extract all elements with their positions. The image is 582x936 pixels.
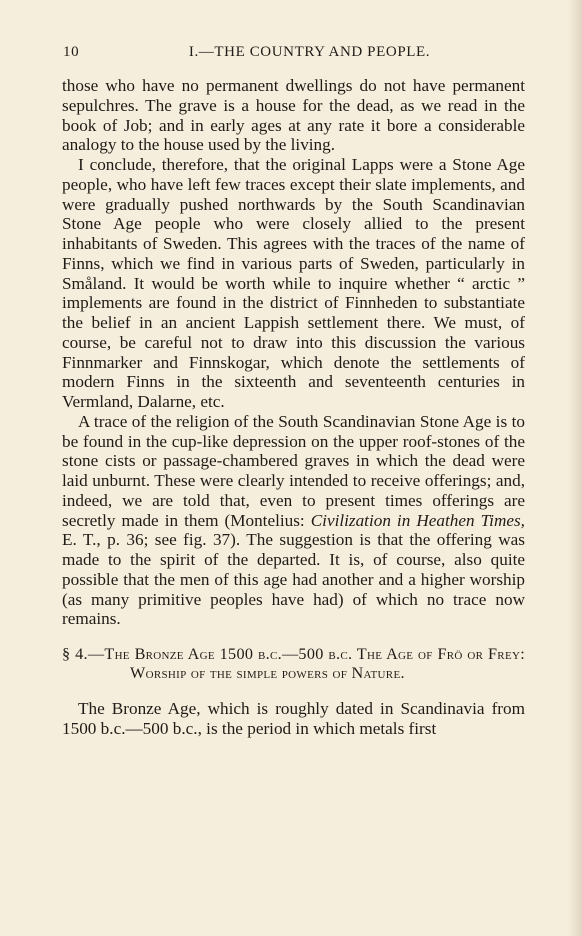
paragraph-bronze-age: The Bronze Age, which is roughly dated in Scandinavia from 1500 b.c.—500 b.c., is the period in which metals first	[62, 699, 525, 738]
section-title: The Bronze Age 1500 b.c.—500 b.c. The Age of Frö or Frey: Worship of the simple powers of Nature.	[104, 645, 526, 682]
paragraph-religion	[62, 412, 525, 629]
paragraph-religion-text-2: E. T., p. 36; see fig. 37). The suggestion is that the offering was made to the spirit of the departed. It is, of course, also quite possible that the men of this age had another and a higher worship (as many primitive peoples have had) of which no trace now remains.	[62, 530, 525, 629]
section-heading	[62, 645, 525, 683]
page-edge-shadow	[568, 0, 582, 936]
page-body	[62, 76, 525, 739]
paragraph-lapps: I conclude, therefore, that the original Lapps were a Stone Age people, who have left few traces except their slate implements, and were gradually pushed northwards by the South Scandinavian Stone Age people who were closely allied to the present inhabitants of Sweden. This agrees with the traces of the name of Finns, which we find in various parts of Sweden, particularly in Småland. It would be worth while to inquire whether “ arctic ” implements are found in the district of Finnheden to substantiate the belief in an ancient Lappish settlement there. We must, of course, be careful not to draw into this discussion the various Finnmarker and Finnskogar, which denote the settlements of modern Finns in the sixteenth and seventeenth centuries in Vermland, Dalarne, etc.	[62, 155, 525, 411]
paragraph-religion-text-1: A trace of the religion of the South Scandinavian Stone Age is to be found in the cup-like depression on the upper roof-stones of the stone cists or passage-chambered graves in which the dead were laid unburnt. These were clearly intended to receive offerings; and, indeed, we are told that, even to present times offerings are secretly made in them (Montelius:	[62, 411, 525, 530]
section-number: § 4.—	[62, 645, 105, 663]
running-title: I.—THE COUNTRY AND PEOPLE.	[188, 44, 431, 60]
page-number: 10	[63, 44, 80, 60]
book-title-italic: Civilization in Heathen Times,	[310, 510, 525, 530]
paragraph-continuation: those who have no permanent dwellings do not have permanent sepulchres. The grave is a house for the dead, as we read in the book of Job; and in early ages at any rate it bore a considerable analogy to the house used by the living.	[62, 76, 525, 155]
page-header	[63, 44, 526, 66]
